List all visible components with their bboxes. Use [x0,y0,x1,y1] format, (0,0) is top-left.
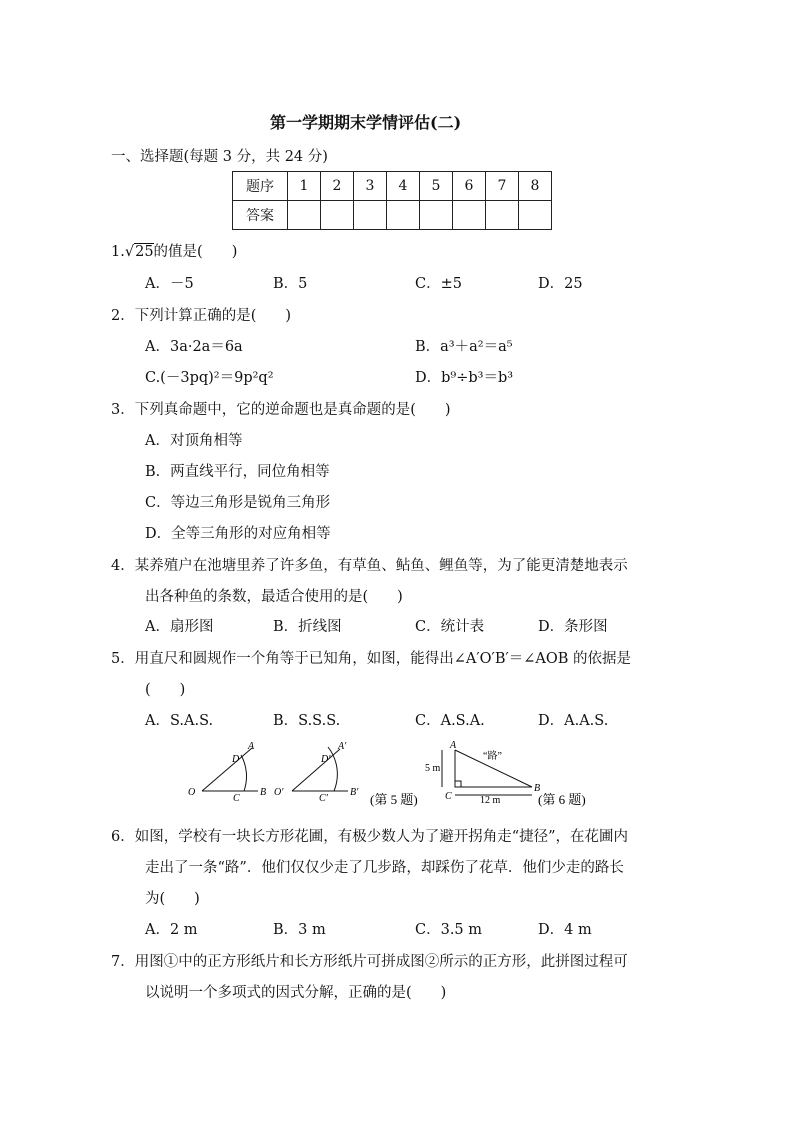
label-o: O [188,787,196,798]
option-c: C．A.S.A. [415,713,485,729]
option-c: C．3.5 m [415,922,483,938]
label-d-prime: D′ [321,754,331,765]
answer-cell[interactable] [321,201,354,230]
label-b: B [260,787,267,798]
question-5-stem: 5．用直尺和圆规作一个角等于已知角，如图，能得出∠A′O′B′＝∠AOB 的依据是 [111,651,632,667]
arc [241,755,247,791]
question-2-stem: 2．下列计算正确的是( ) [111,308,292,324]
table-header-cell: 题序 [233,172,288,201]
label-width: 12 m [480,795,501,806]
table-header-cell: 答案 [233,201,288,230]
label-a-prime: A′ [338,741,347,752]
question-text: 的值是( ) [153,244,238,260]
section-heading: 一、选择题(每题 3 分，共 24 分) [111,149,328,165]
option-c: C．等边三角形是锐角三角形 [145,495,331,511]
table-number-cell: 3 [354,172,387,201]
question-4-stem: 4．某养殖户在池塘里养了许多鱼，有草鱼、鲇鱼、鲤鱼等，为了能更清楚地表示 [111,558,628,574]
option-d: D．条形图 [538,619,608,635]
table-number-cell: 8 [519,172,552,201]
option-c: C．统计表 [415,619,485,635]
label-height: 5 m [425,763,441,774]
option-c: C.(－3pq)²＝9p²q² [145,370,274,386]
option-d: D．25 [538,276,583,292]
table-number-cell: 1 [288,172,321,201]
question-4-stem-cont: 出各种鱼的条数，最适合使用的是( ) [145,589,403,605]
label-d: D [232,754,240,765]
right-angle-mark [455,781,461,787]
label-c: C [445,791,452,802]
option-b: B．两直线平行，同位角相等 [145,464,330,480]
figure-5-angle-aob [202,748,258,791]
caption-q5: (第 5 题) [370,792,418,807]
table-row [233,172,552,201]
label-c: C [233,793,240,804]
label-b: B [534,783,541,794]
question-6-stem: 6．如图，学校有一块长方形花圃，有极少数人为了避开拐角走“捷径”，在花圃内 [111,829,629,845]
option-d: D．b⁹÷b³＝b³ [415,370,514,386]
option-d: D．4 m [538,922,592,938]
question-6-stem-cont: 走出了一条“路”．他们仅仅少走了几步路，却踩伤了花草．他们少走的路长 [145,860,624,876]
table-number-cell: 4 [387,172,420,201]
answer-cell[interactable] [420,201,453,230]
answer-cell[interactable] [354,201,387,230]
option-a: A．3a·2a＝6a [145,339,243,355]
option-a: A．扇形图 [145,619,214,635]
question-5-stem-cont: ( ) [145,682,186,698]
question-7-stem-cont: 以说明一个多项式的因式分解，正确的是( ) [145,985,447,1001]
label-c-prime: C′ [319,793,328,804]
table-row [233,201,552,230]
option-a: A．对顶角相等 [145,433,243,449]
question-6-stem-cont: 为( ) [145,891,200,907]
caption-q6: (第 6 题) [538,792,586,807]
label-road: “路” [483,751,502,762]
table-number-cell: 2 [321,172,354,201]
table-number-cell: 6 [453,172,486,201]
option-b: B．3 m [273,922,326,938]
answer-table [232,171,552,230]
label-a: A [450,740,457,751]
answer-cell[interactable] [486,201,519,230]
answer-cell[interactable] [453,201,486,230]
table-number-cell: 5 [420,172,453,201]
question-1-stem [111,240,237,261]
figures-5-6 [180,735,620,810]
ray-oa [202,748,252,791]
option-a: A．2 m [145,922,198,938]
label-o-prime: O′ [274,787,284,798]
radicand: 25 [135,244,154,260]
answer-cell[interactable] [519,201,552,230]
question-3-stem: 3．下列真命题中，它的逆命题也是真命题的是( ) [111,402,451,418]
option-d: D．A.A.S. [538,713,609,729]
radical-sign: √ [124,244,135,260]
table-number-cell: 7 [486,172,519,201]
option-c: C．±5 [415,276,462,292]
option-b: B．a³＋a²＝a⁵ [415,339,513,355]
answer-cell[interactable] [288,201,321,230]
figure-5-angle-a-prime [292,747,348,791]
question-7-stem: 7．用图①中的正方形纸片和长方形纸片可拼成图②所示的正方形，此拼图过程可 [111,954,628,970]
option-b: B．折线图 [273,619,342,635]
question-number: 1. [111,244,125,260]
label-a: A [248,741,255,752]
option-a: A．S.A.S. [145,713,214,729]
page-title: 第一学期期末学情评估(二) [270,113,462,132]
option-b: B．S.S.S. [273,713,341,729]
option-a: A．－5 [145,276,194,292]
sqrt-expression [125,244,154,260]
label-b-prime: B′ [350,787,359,798]
option-d: D．全等三角形的对应角相等 [145,526,331,542]
option-b: B．5 [273,276,308,292]
answer-cell[interactable] [387,201,420,230]
